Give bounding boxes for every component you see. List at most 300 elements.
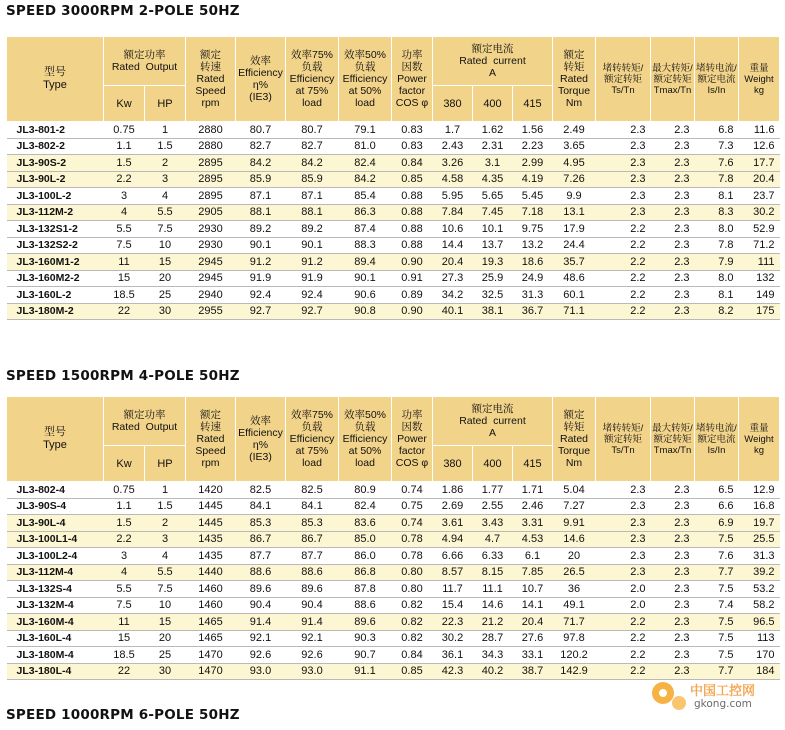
cell-is-in: 8.2 (695, 303, 739, 320)
cell-power-factor: 0.89 (392, 287, 433, 304)
cell-weight: 19.7 (739, 515, 780, 532)
table-row (7, 188, 780, 205)
cell-current-380: 2.43 (433, 138, 473, 155)
cell-tmax-tn: 2.3 (651, 515, 695, 532)
cell-current-380: 6.66 (433, 548, 473, 565)
cell-kw: 4 (104, 204, 145, 221)
cell-weight: 12.6 (739, 138, 780, 155)
cell-current-415: 14.1 (513, 597, 553, 614)
cell-current-400: 28.7 (473, 630, 513, 647)
cell-efficiency: 91.2 (236, 254, 286, 271)
cell-efficiency: 89.2 (236, 221, 286, 238)
cell-eff-50: 90.8 (339, 303, 392, 320)
cell-weight: 149 (739, 287, 780, 304)
header-efficiency-50: 效率50% 负载 Efficiency at 50% load (339, 397, 392, 482)
cell-power-factor: 0.82 (392, 614, 433, 631)
cell-weight: 16.8 (739, 498, 780, 515)
cell-eff-75: 84.2 (286, 155, 339, 172)
cell-model: JL3-160L-4 (7, 630, 104, 647)
cell-speed: 2945 (186, 254, 236, 271)
cell-torque: 97.8 (553, 630, 596, 647)
cell-eff-75: 90.1 (286, 237, 339, 254)
small-gear-icon (672, 696, 686, 710)
cell-ts-tn: 2.3 (596, 515, 651, 532)
cell-model: JL3-112M-4 (7, 564, 104, 581)
cell-weight: 39.2 (739, 564, 780, 581)
cell-ts-tn: 2.2 (596, 663, 651, 680)
table-row (7, 614, 780, 631)
cell-ts-tn: 2.2 (596, 254, 651, 271)
header-hp: HP (145, 86, 186, 122)
header-rated-speed: 额定 转速 Rated Speed rpm (186, 37, 236, 122)
cell-speed: 1465 (186, 614, 236, 631)
cell-power-factor: 0.74 (392, 515, 433, 532)
cell-eff-75: 93.0 (286, 663, 339, 680)
cell-power-factor: 0.83 (392, 122, 433, 139)
cell-speed: 1465 (186, 630, 236, 647)
cell-power-factor: 0.85 (392, 663, 433, 680)
cell-torque: 9.91 (553, 515, 596, 532)
header-efficiency-50: 效率50% 负载 Efficiency at 50% load (339, 37, 392, 122)
cell-speed: 2930 (186, 237, 236, 254)
table-row (7, 221, 780, 238)
cell-power-factor: 0.88 (392, 237, 433, 254)
cell-efficiency: 87.7 (236, 548, 286, 565)
header-ts-tn: 堵转转矩/ 额定转矩 Ts/Tn (596, 37, 651, 122)
cell-ts-tn: 2.2 (596, 303, 651, 320)
cell-eff-50: 90.3 (339, 630, 392, 647)
header-rated-output: 额定功率 Rated Output (104, 37, 186, 86)
cell-tmax-tn: 2.3 (651, 221, 695, 238)
cell-current-415: 27.6 (513, 630, 553, 647)
cell-hp: 25 (145, 287, 186, 304)
cell-weight: 96.5 (739, 614, 780, 631)
header-type: 型号 Type (7, 37, 104, 122)
cell-current-400: 13.7 (473, 237, 513, 254)
gear-icon (652, 682, 674, 704)
cell-eff-50: 90.6 (339, 287, 392, 304)
cell-ts-tn: 2.2 (596, 237, 651, 254)
cell-efficiency: 82.7 (236, 138, 286, 155)
table-row (7, 564, 780, 581)
cell-torque: 9.9 (553, 188, 596, 205)
cell-torque: 17.9 (553, 221, 596, 238)
cell-kw: 1.5 (104, 515, 145, 532)
cell-torque: 120.2 (553, 647, 596, 664)
cell-torque: 71.7 (553, 614, 596, 631)
cell-weight: 12.9 (739, 482, 780, 499)
cell-efficiency: 92.7 (236, 303, 286, 320)
cell-efficiency: 84.2 (236, 155, 286, 172)
cell-current-415: 3.31 (513, 515, 553, 532)
cell-model: JL3-801-2 (7, 122, 104, 139)
cell-speed: 1435 (186, 531, 236, 548)
header-rated-output: 额定功率 Rated Output (104, 397, 186, 446)
cell-efficiency: 91.9 (236, 270, 286, 287)
cell-model: JL3-90S-2 (7, 155, 104, 172)
cell-power-factor: 0.82 (392, 630, 433, 647)
cell-weight: 113 (739, 630, 780, 647)
cell-eff-50: 87.4 (339, 221, 392, 238)
cell-eff-50: 86.8 (339, 564, 392, 581)
cell-torque: 14.6 (553, 531, 596, 548)
cell-tmax-tn: 2.3 (651, 548, 695, 565)
header-400v: 400 (473, 446, 513, 482)
cell-speed: 2880 (186, 138, 236, 155)
cell-current-380: 5.95 (433, 188, 473, 205)
cell-current-400: 34.3 (473, 647, 513, 664)
cell-speed: 1470 (186, 647, 236, 664)
section-title-6pole: SPEED 1000RPM 6-POLE 50HZ (6, 707, 240, 723)
cell-eff-75: 92.4 (286, 287, 339, 304)
cell-hp: 3 (145, 171, 186, 188)
cell-current-400: 2.31 (473, 138, 513, 155)
header-rated-speed: 额定 转速 Rated Speed rpm (186, 397, 236, 482)
cell-tmax-tn: 2.3 (651, 237, 695, 254)
cell-current-380: 4.58 (433, 171, 473, 188)
header-power-factor: 功率 因数 Power factor COS φ (392, 37, 433, 122)
cell-eff-50: 79.1 (339, 122, 392, 139)
table-row (7, 122, 780, 139)
table-row (7, 630, 780, 647)
cell-model: JL3-132S-4 (7, 581, 104, 598)
cell-current-380: 11.7 (433, 581, 473, 598)
table-row (7, 647, 780, 664)
cell-eff-75: 92.1 (286, 630, 339, 647)
cell-torque: 49.1 (553, 597, 596, 614)
cell-weight: 20.4 (739, 171, 780, 188)
cell-current-400: 19.3 (473, 254, 513, 271)
cell-ts-tn: 2.2 (596, 647, 651, 664)
cell-eff-75: 84.1 (286, 498, 339, 515)
cell-power-factor: 0.78 (392, 548, 433, 565)
cell-current-415: 36.7 (513, 303, 553, 320)
table-row (7, 515, 780, 532)
header-is-in: 堵转电流/ 额定电流 Is/In (695, 37, 739, 122)
cell-eff-75: 91.9 (286, 270, 339, 287)
table-row (7, 138, 780, 155)
cell-eff-75: 82.7 (286, 138, 339, 155)
cell-current-380: 15.4 (433, 597, 473, 614)
cell-ts-tn: 2.3 (596, 122, 651, 139)
cell-kw: 1.5 (104, 155, 145, 172)
cell-current-415: 7.85 (513, 564, 553, 581)
cell-is-in: 8.1 (695, 188, 739, 205)
cell-eff-50: 89.4 (339, 254, 392, 271)
spec-table-2pole (6, 36, 780, 320)
cell-current-415: 4.53 (513, 531, 553, 548)
cell-eff-75: 91.4 (286, 614, 339, 631)
cell-eff-75: 89.2 (286, 221, 339, 238)
cell-current-380: 27.3 (433, 270, 473, 287)
cell-efficiency: 93.0 (236, 663, 286, 680)
cell-kw: 15 (104, 630, 145, 647)
cell-power-factor: 0.80 (392, 581, 433, 598)
cell-efficiency: 90.1 (236, 237, 286, 254)
cell-model: JL3-100L2-4 (7, 548, 104, 565)
cell-current-415: 33.1 (513, 647, 553, 664)
cell-hp: 4 (145, 188, 186, 205)
cell-eff-50: 88.3 (339, 237, 392, 254)
cell-weight: 111 (739, 254, 780, 271)
cell-power-factor: 0.74 (392, 482, 433, 499)
cell-eff-50: 85.4 (339, 188, 392, 205)
cell-tmax-tn: 2.3 (651, 171, 695, 188)
cell-model: JL3-802-4 (7, 482, 104, 499)
cell-is-in: 7.9 (695, 254, 739, 271)
cell-current-415: 6.1 (513, 548, 553, 565)
cell-power-factor: 0.88 (392, 204, 433, 221)
cell-model: JL3-180M-2 (7, 303, 104, 320)
table-row (7, 204, 780, 221)
cell-current-380: 4.94 (433, 531, 473, 548)
cell-current-400: 11.1 (473, 581, 513, 598)
cell-torque: 2.49 (553, 122, 596, 139)
cell-hp: 20 (145, 270, 186, 287)
cell-speed: 2895 (186, 171, 236, 188)
cell-kw: 7.5 (104, 597, 145, 614)
cell-tmax-tn: 2.3 (651, 482, 695, 499)
header-415v: 415 (513, 446, 553, 482)
cell-eff-75: 87.1 (286, 188, 339, 205)
cell-power-factor: 0.85 (392, 171, 433, 188)
header-rated-torque: 额定 转矩 Rated Torque Nm (553, 37, 596, 122)
cell-power-factor: 0.82 (392, 597, 433, 614)
cell-current-380: 2.69 (433, 498, 473, 515)
watermark-cn: 中国工控网 (690, 684, 756, 699)
cell-is-in: 7.4 (695, 597, 739, 614)
cell-eff-50: 83.6 (339, 515, 392, 532)
cell-torque: 35.7 (553, 254, 596, 271)
cell-eff-75: 89.6 (286, 581, 339, 598)
cell-eff-50: 85.0 (339, 531, 392, 548)
cell-ts-tn: 2.3 (596, 564, 651, 581)
cell-kw: 1.1 (104, 498, 145, 515)
header-400v: 400 (473, 86, 513, 122)
cell-current-400: 1.62 (473, 122, 513, 139)
cell-kw: 1.1 (104, 138, 145, 155)
cell-current-415: 7.18 (513, 204, 553, 221)
cell-hp: 1.5 (145, 138, 186, 155)
cell-current-380: 42.3 (433, 663, 473, 680)
cell-speed: 2895 (186, 188, 236, 205)
cell-is-in: 8.1 (695, 287, 739, 304)
cell-eff-75: 90.4 (286, 597, 339, 614)
cell-current-380: 36.1 (433, 647, 473, 664)
cell-torque: 20 (553, 548, 596, 565)
cell-tmax-tn: 2.3 (651, 498, 695, 515)
cell-power-factor: 0.88 (392, 221, 433, 238)
table-body-2pole (7, 122, 780, 320)
header-efficiency: 效率 Efficiency η% (IE3) (236, 397, 286, 482)
cell-current-400: 1.77 (473, 482, 513, 499)
cell-tmax-tn: 2.3 (651, 581, 695, 598)
cell-eff-75: 85.9 (286, 171, 339, 188)
cell-current-400: 5.65 (473, 188, 513, 205)
cell-current-415: 24.9 (513, 270, 553, 287)
spec-table-4pole (6, 396, 780, 680)
table-row (7, 482, 780, 499)
cell-power-factor: 0.83 (392, 138, 433, 155)
cell-current-415: 1.71 (513, 482, 553, 499)
cell-current-400: 21.2 (473, 614, 513, 631)
cell-tmax-tn: 2.3 (651, 188, 695, 205)
cell-efficiency: 88.1 (236, 204, 286, 221)
cell-speed: 1460 (186, 581, 236, 598)
cell-eff-75: 85.3 (286, 515, 339, 532)
cell-torque: 4.95 (553, 155, 596, 172)
cell-current-380: 3.61 (433, 515, 473, 532)
cell-efficiency: 80.7 (236, 122, 286, 139)
cell-ts-tn: 2.3 (596, 188, 651, 205)
cell-torque: 71.1 (553, 303, 596, 320)
cell-eff-75: 91.2 (286, 254, 339, 271)
cell-torque: 142.9 (553, 663, 596, 680)
cell-weight: 58.2 (739, 597, 780, 614)
cell-efficiency: 85.3 (236, 515, 286, 532)
cell-current-400: 32.5 (473, 287, 513, 304)
cell-weight: 23.7 (739, 188, 780, 205)
cell-speed: 2930 (186, 221, 236, 238)
cell-weight: 31.3 (739, 548, 780, 565)
cell-is-in: 6.6 (695, 498, 739, 515)
cell-model: JL3-100L-2 (7, 188, 104, 205)
header-ts-tn: 堵转转矩/ 额定转矩 Ts/Tn (596, 397, 651, 482)
cell-tmax-tn: 2.3 (651, 155, 695, 172)
cell-model: JL3-90L-4 (7, 515, 104, 532)
cell-torque: 60.1 (553, 287, 596, 304)
cell-hp: 15 (145, 614, 186, 631)
cell-tmax-tn: 2.3 (651, 303, 695, 320)
cell-efficiency: 89.6 (236, 581, 286, 598)
cell-eff-75: 92.7 (286, 303, 339, 320)
cell-hp: 5.5 (145, 204, 186, 221)
cell-power-factor: 0.88 (392, 188, 433, 205)
cell-speed: 2940 (186, 287, 236, 304)
cell-weight: 53.2 (739, 581, 780, 598)
table-row (7, 597, 780, 614)
header-rated-current: 额定电流 Rated current A (433, 37, 553, 86)
table-row (7, 498, 780, 515)
cell-current-380: 1.86 (433, 482, 473, 499)
header-tmax-tn: 最大转矩/ 额定转矩 Tmax/Tn (651, 37, 695, 122)
cell-speed: 1440 (186, 564, 236, 581)
cell-weight: 132 (739, 270, 780, 287)
cell-eff-75: 82.5 (286, 482, 339, 499)
cell-tmax-tn: 2.3 (651, 122, 695, 139)
cell-ts-tn: 2.2 (596, 270, 651, 287)
cell-current-400: 4.7 (473, 531, 513, 548)
cell-torque: 24.4 (553, 237, 596, 254)
cell-tmax-tn: 2.3 (651, 138, 695, 155)
cell-current-380: 30.2 (433, 630, 473, 647)
cell-torque: 36 (553, 581, 596, 598)
cell-kw: 3 (104, 188, 145, 205)
cell-weight: 30.2 (739, 204, 780, 221)
cell-weight: 184 (739, 663, 780, 680)
cell-current-400: 2.55 (473, 498, 513, 515)
cell-tmax-tn: 2.3 (651, 647, 695, 664)
cell-hp: 2 (145, 515, 186, 532)
cell-tmax-tn: 2.3 (651, 287, 695, 304)
cell-efficiency: 84.1 (236, 498, 286, 515)
header-efficiency-75: 效率75% 负载 Efficiency at 75% load (286, 37, 339, 122)
cell-hp: 3 (145, 531, 186, 548)
cell-efficiency: 91.4 (236, 614, 286, 631)
header-kw: Kw (104, 86, 145, 122)
cell-kw: 0.75 (104, 122, 145, 139)
cell-current-400: 40.2 (473, 663, 513, 680)
cell-hp: 10 (145, 597, 186, 614)
cell-power-factor: 0.91 (392, 270, 433, 287)
cell-ts-tn: 2.3 (596, 482, 651, 499)
cell-current-415: 2.23 (513, 138, 553, 155)
cell-model: JL3-100L1-4 (7, 531, 104, 548)
header-rated-torque: 额定 转矩 Rated Torque Nm (553, 397, 596, 482)
cell-power-factor: 0.75 (392, 498, 433, 515)
cell-kw: 2.2 (104, 531, 145, 548)
cell-power-factor: 0.80 (392, 564, 433, 581)
cell-efficiency: 92.6 (236, 647, 286, 664)
table-row (7, 270, 780, 287)
cell-is-in: 7.5 (695, 614, 739, 631)
cell-tmax-tn: 2.3 (651, 663, 695, 680)
cell-hp: 30 (145, 663, 186, 680)
header-weight: 重量 Weight kg (739, 37, 780, 122)
cell-kw: 11 (104, 614, 145, 631)
cell-torque: 48.6 (553, 270, 596, 287)
header-380v: 380 (433, 86, 473, 122)
cell-is-in: 7.7 (695, 564, 739, 581)
cell-is-in: 6.5 (695, 482, 739, 499)
cell-current-380: 8.57 (433, 564, 473, 581)
cell-hp: 7.5 (145, 581, 186, 598)
cell-speed: 1445 (186, 498, 236, 515)
cell-kw: 7.5 (104, 237, 145, 254)
cell-ts-tn: 2.3 (596, 155, 651, 172)
cell-efficiency: 85.9 (236, 171, 286, 188)
cell-kw: 5.5 (104, 221, 145, 238)
cell-torque: 7.27 (553, 498, 596, 515)
cell-ts-tn: 2.3 (596, 138, 651, 155)
cell-ts-tn: 2.2 (596, 630, 651, 647)
cell-weight: 71.2 (739, 237, 780, 254)
cell-current-380: 34.2 (433, 287, 473, 304)
cell-current-400: 38.1 (473, 303, 513, 320)
cell-current-415: 38.7 (513, 663, 553, 680)
cell-hp: 5.5 (145, 564, 186, 581)
cell-eff-75: 88.1 (286, 204, 339, 221)
cell-power-factor: 0.78 (392, 531, 433, 548)
cell-current-400: 6.33 (473, 548, 513, 565)
cell-tmax-tn: 2.3 (651, 630, 695, 647)
cell-current-415: 9.75 (513, 221, 553, 238)
cell-speed: 2955 (186, 303, 236, 320)
cell-hp: 1 (145, 482, 186, 499)
cell-tmax-tn: 2.3 (651, 254, 695, 271)
cell-current-415: 5.45 (513, 188, 553, 205)
cell-is-in: 7.5 (695, 647, 739, 664)
cell-hp: 7.5 (145, 221, 186, 238)
cell-efficiency: 82.5 (236, 482, 286, 499)
cell-eff-75: 92.6 (286, 647, 339, 664)
cell-is-in: 7.8 (695, 237, 739, 254)
cell-current-380: 3.26 (433, 155, 473, 172)
cell-speed: 1470 (186, 663, 236, 680)
cell-kw: 15 (104, 270, 145, 287)
cell-kw: 18.5 (104, 287, 145, 304)
header-380v: 380 (433, 446, 473, 482)
